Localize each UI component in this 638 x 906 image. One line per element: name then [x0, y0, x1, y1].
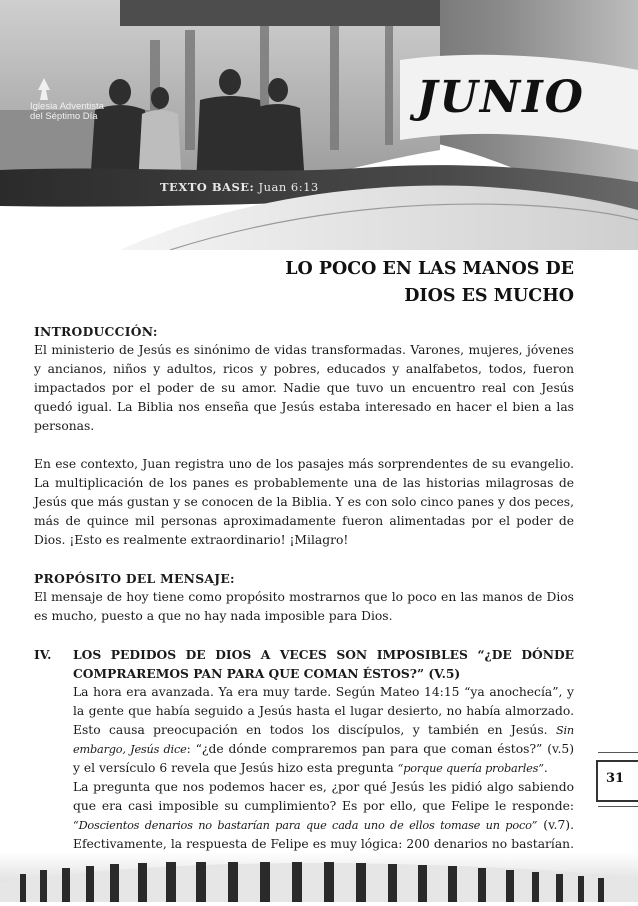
point-paragraph-2: La pregunta que nos podemos hacer es, ¿por qué Jesús les pidió algo sabiendo que era casi imposible su cumplimiento? Es por ello, que Felipe le responde: “Doscientos denarios no bastarían para que cada uno de ellos tomase un poco” (v.7). Efectivamente, la respuesta de Felipe es muy lógica: 200 denarios no bastarían.	[73, 780, 574, 851]
sermon-title-line2: DIOS ES MUCHO	[404, 286, 574, 306]
point-quote-1: “porque quería probarles”	[397, 762, 544, 775]
point-quote-2: “Doscientos denarios no bastarían para que cada uno de ellos tomase un poco”	[73, 819, 538, 832]
flame-icon	[36, 78, 52, 100]
point-paragraph-1: La hora era avanzada. Ya era muy tarde. Según Mateo 14:15 “ya anochecía”, y la gente que había seguido a Jesús hasta el lugar desierto, no había almorzado. Esto causa preocupación en todos los discípulos, y también en Jesús. Sin embargo, Jesús dice: “¿de dónde compraremos pan para que coman éstos?” (v.5) y el versículo 6 revela que Jesús hizo esta pregunta “porque quería probarles”.	[73, 685, 575, 775]
banner-graphic	[0, 0, 638, 250]
purpose-text: El mensaje de hoy tiene como propósito mostrarnos que lo poco en las manos de Dios es mucho, puesto a que no hay nada imposible para Dios.	[34, 590, 574, 623]
text-base	[160, 180, 319, 194]
header-banner	[0, 0, 638, 250]
point-heading: LOS PEDIDOS DE DIOS A VECES SON IMPOSIBLES “¿DE DÓNDE COMPRAREMOS PAN PARA QUE COMAN ÉSTOS?” (V.5)	[73, 647, 574, 681]
sermon-title	[154, 256, 574, 310]
sermon-body	[34, 322, 574, 873]
footer-decoration	[0, 852, 638, 902]
intro-paragraph-2: En ese contexto, Juan registra uno de los pasajes más sorprendentes de su evangelio. La multiplicación de los panes es probablemente una de las historias milagrosas de Jesús que más gustan y se conocen de la Biblia. Y es con solo cinco panes y dos peces, más de quince mil personas aproximadamente fueron alimentadas por el poder de Dios. ¡Esto es realmente extraordinario! ¡Milagro!	[34, 457, 574, 547]
page-number-tab	[596, 760, 638, 802]
purpose-heading: PROPÓSITO DEL MENSAJE:	[34, 571, 235, 586]
text-base-ref: Juan 6:13	[258, 180, 319, 194]
footer-columns-graphic	[0, 852, 638, 902]
sermon-title-line1: LO POCO EN LAS MANOS DE	[285, 259, 574, 279]
point-italic-phrase: Sin embargo, Jesús dice	[73, 724, 574, 756]
page-tab-rule-bottom	[598, 806, 638, 807]
church-logo-line1: Iglesia Adventista	[30, 101, 104, 112]
intro-paragraph-1: El ministerio de Jesús es sinónimo de vidas transformadas. Varones, mujeres, jóvenes y ancianos, niños y adultos, ricos y pobres, educados y analfabetos, todos, fueron impactados por el poder de su amor. Nadie que tuvo un encuentro real con Jesús quedó igual. La Biblia nos enseña que Jesús estaba interesado en hacer el bien a las personas.	[34, 343, 574, 433]
church-logo	[30, 78, 122, 122]
church-logo-line2: del Séptimo Día	[30, 111, 98, 122]
point-number: IV.	[34, 647, 52, 662]
page-tab-rule-top	[598, 752, 638, 753]
page-number: 31	[606, 771, 625, 786]
text-base-label: TEXTO BASE:	[160, 180, 255, 194]
month-title: JUNIO	[416, 72, 585, 123]
point-section	[34, 645, 574, 873]
intro-heading: INTRODUCCIÓN:	[34, 324, 158, 339]
